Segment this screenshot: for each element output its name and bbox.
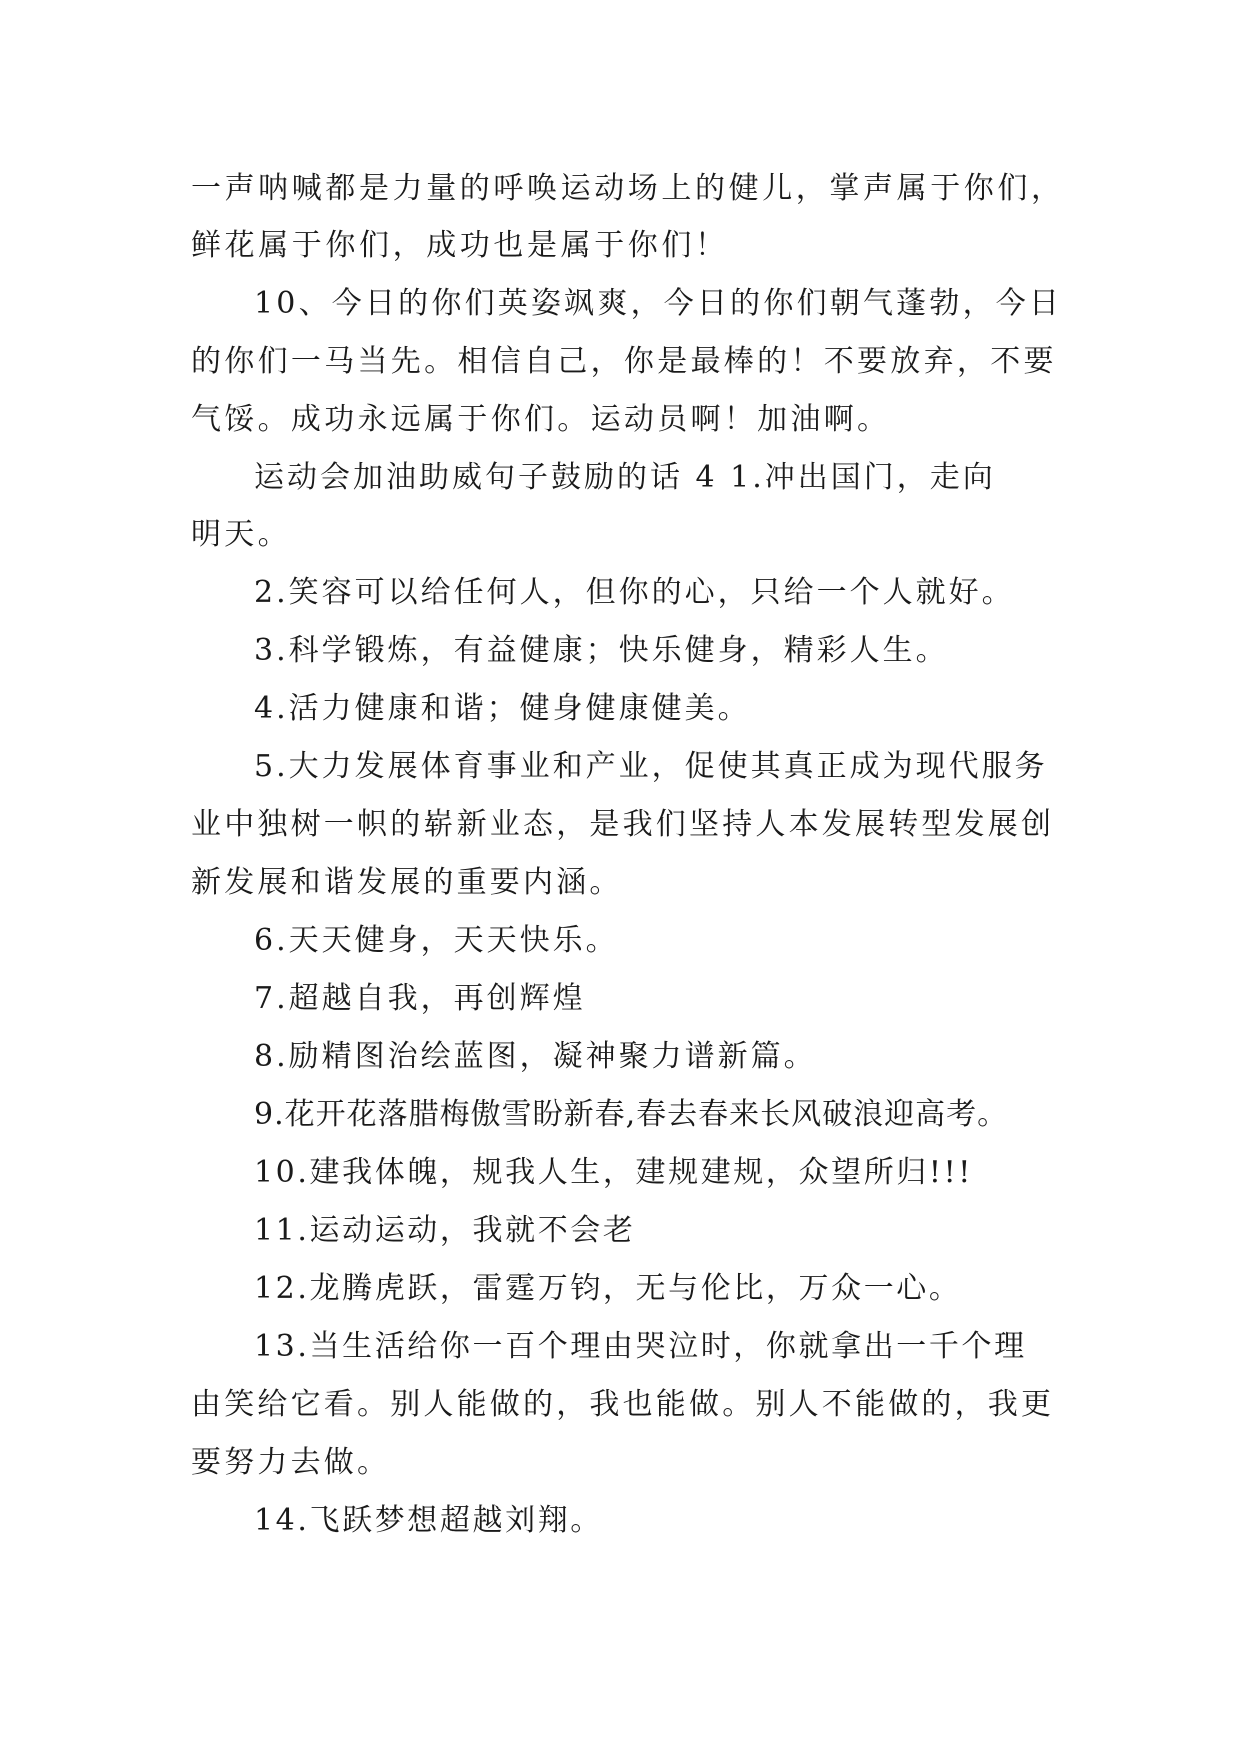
list-item: 10.建我体魄，规我人生，建规建规，众望所归!!! [254,1155,973,1190]
text-line: 要努力去做。 [191,1445,391,1480]
list-item: 2.笑容可以给任何人，但你的心，只给一个人就好。 [254,575,1015,610]
list-item: 8.励精图治绘蓝图，凝神聚力谱新篇。 [254,1039,817,1074]
text-line: 新发展和谐发展的重要内涵。 [191,865,623,900]
text-line: 明天。 [191,517,291,552]
list-item: 9.花开花落腊梅傲雪盼新春,春去春来长风破浪迎高考。 [254,1097,1009,1132]
list-item: 4.活力健康和谐；健身健康健美。 [254,691,751,726]
list-item: 14.飞跃梦想超越刘翔。 [254,1503,603,1538]
list-item: 5.大力发展体育事业和产业，促使其真正成为现代服务 [254,749,1048,784]
list-item: 3.科学锻炼，有益健康；快乐健身，精彩人生。 [254,633,949,668]
text-line: 的你们一马当先。相信自己，你是最棒的！不要放弃，不要 [191,344,1057,379]
text-line: 一声呐喊都是力量的呼唤运动场上的健儿，掌声属于你们， [191,171,1065,206]
text-line: 业中独树一帜的崭新业态，是我们坚持人本发展转型发展创 [191,807,1055,842]
text-line: 鲜花属于你们，成功也是属于你们！ [191,228,729,263]
text-line: 由笑给它看。别人能做的，我也能做。别人不能做的，我更 [191,1387,1055,1422]
list-item: 13.当生活给你一百个理由哭泣时，你就拿出一千个理 [254,1329,1027,1364]
list-item: 11.运动运动，我就不会老 [254,1213,636,1248]
text-line: 10、今日的你们英姿飒爽，今日的你们朝气蓬勃，今日 [254,286,1063,321]
text-line: 气馁。成功永远属于你们。运动员啊！加油啊。 [191,402,891,437]
list-item: 7.超越自我，再创辉煌 [254,981,586,1016]
section-heading-line: 运动会加油助威句子鼓励的话 4 1.冲出国门，走向 [254,460,996,495]
list-item: 12.龙腾虎跃，雷霆万钧，无与伦比，万众一心。 [254,1271,962,1306]
list-item: 6.天天健身，天天快乐。 [254,923,619,958]
